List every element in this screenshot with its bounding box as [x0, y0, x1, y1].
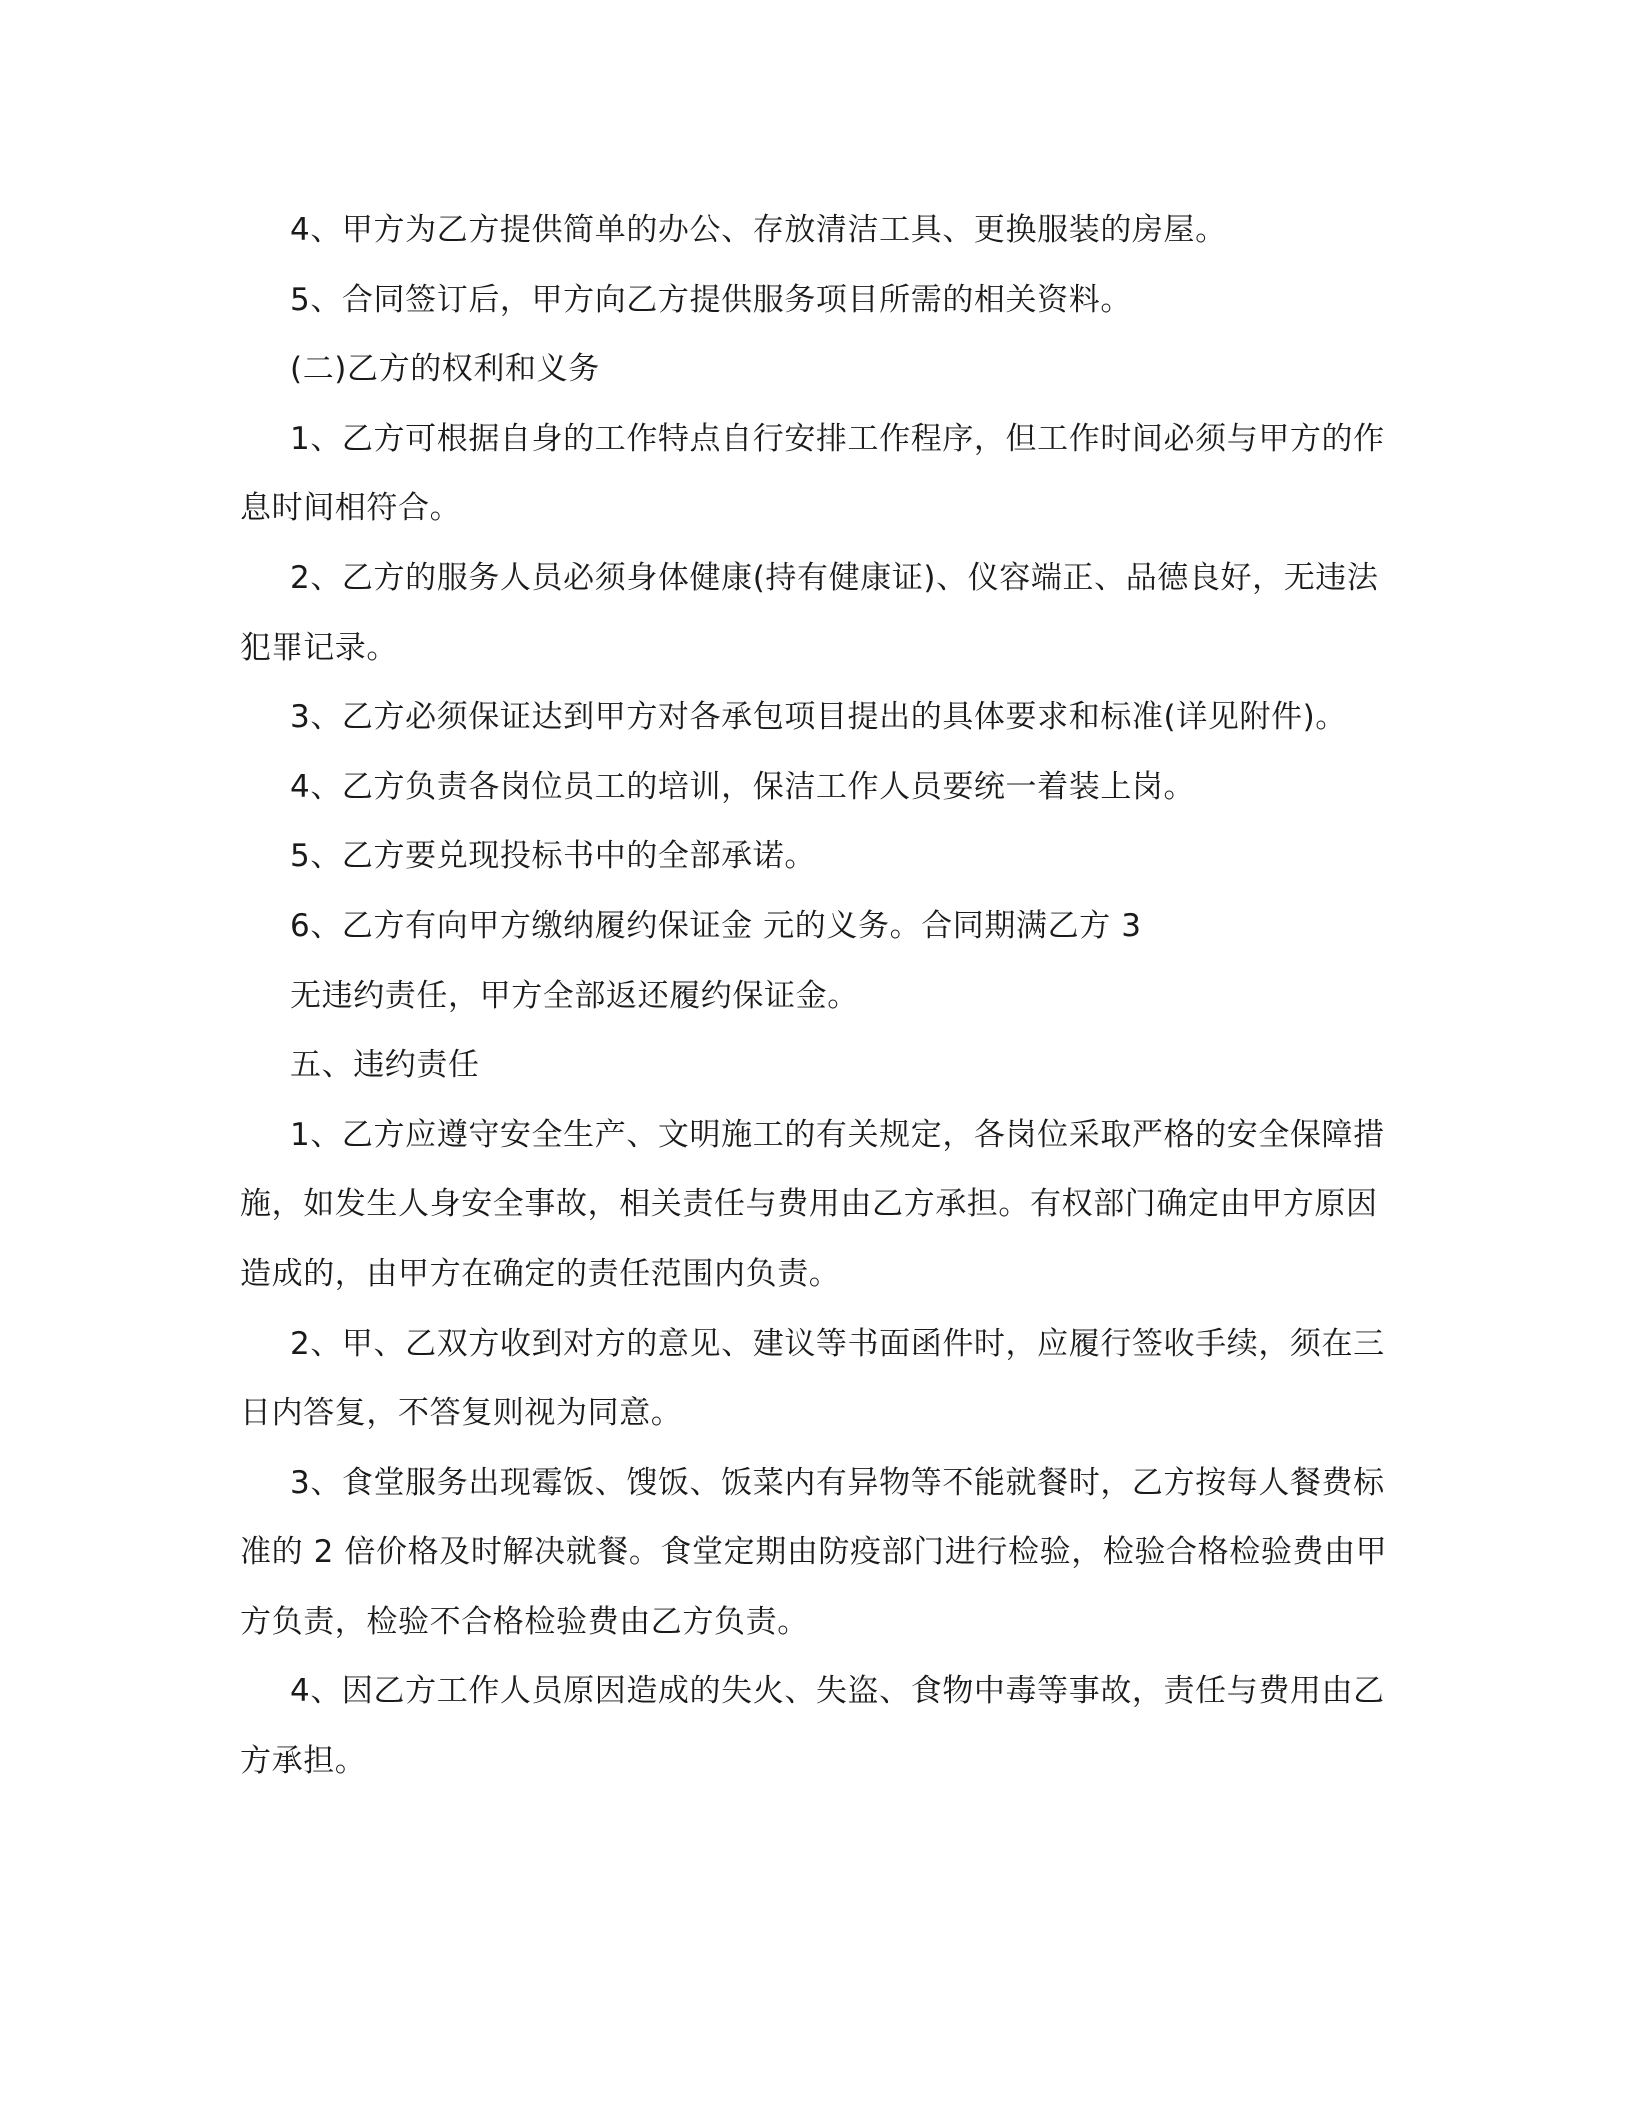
paragraph-b3: 3、乙方必须保证达到甲方对各承包项目提出的具体要求和标准(详见附件)。	[290, 699, 1347, 736]
paragraph-b5: 5、乙方要兑现投标书中的全部承诺。	[290, 838, 816, 875]
paragraph-c4: 4、因乙方工作人员原因造成的失火、失盗、食物中毒等事故，责任与费用由乙方承担。	[240, 1673, 1385, 1780]
section-heading-breach-liability: 五、违约责任	[290, 1047, 480, 1084]
paragraph-c3: 3、食堂服务出现霉饭、馊饭、饭菜内有异物等不能就餐时，乙方按每人餐费标准的 2 倍价格及时解决就餐。食堂定期由防疫部门进行检验，检验合格检验费由甲方负责，检验不合格检验费由乙方负责。	[240, 1464, 1388, 1640]
document-body	[240, 196, 1400, 1797]
paragraph-a4: 4、甲方为乙方提供简单的办公、存放清洁工具、更换服装的房屋。	[290, 212, 1227, 248]
paragraph-b4: 4、乙方负责各岗位员工的培训，保洁工作人员要统一着装上岗。	[290, 768, 1196, 805]
paragraph-c2: 2、甲、乙双方收到对方的意见、建议等书面函件时，应履行签收手续，须在三日内答复，不答复则视为同意。	[240, 1325, 1385, 1432]
section-heading-party-b-rights: (二)乙方的权利和义务	[290, 351, 600, 388]
paragraph-b6-continued: 无违约责任，甲方全部返还履约保证金。	[290, 977, 859, 1014]
paragraph-b2: 2、乙方的服务人员必须身体健康(持有健康证)、仪容端正、品德良好，无违法犯罪记录。	[240, 559, 1379, 666]
paragraph-b1: 1、乙方可根据自身的工作特点自行安排工作程序，但工作时间必须与甲方的作息时间相符合。	[240, 420, 1385, 527]
paragraph-c1: 1、乙方应遵守安全生产、文明施工的有关规定，各岗位采取严格的安全保障措施，如发生人身安全事故，相关责任与费用由乙方承担。有权部门确定由甲方原因造成的，由甲方在确定的责任范围内负责。	[240, 1116, 1385, 1292]
paragraph-b6: 6、乙方有向甲方缴纳履约保证金 元的义务。合同期满乙方 3	[290, 907, 1142, 944]
paragraph-a5: 5、合同签订后，甲方向乙方提供服务项目所需的相关资料。	[290, 281, 1132, 318]
